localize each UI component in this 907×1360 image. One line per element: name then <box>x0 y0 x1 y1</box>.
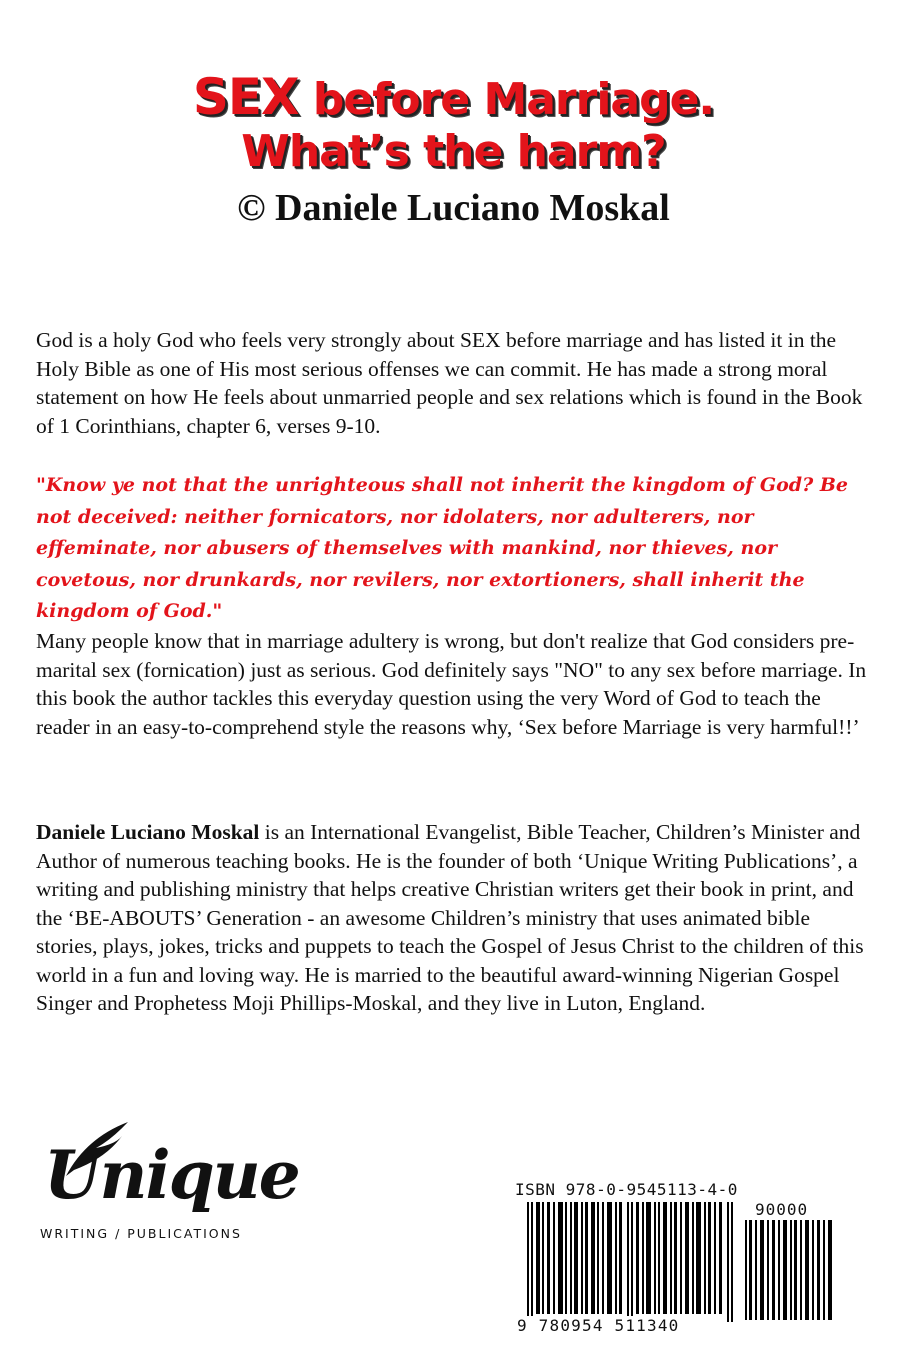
book-title-line1 <box>0 68 907 126</box>
publisher-logo <box>36 1118 346 1248</box>
bio-text: is an International Evangelist, Bible Teacher, Children’s Minister and Author of numerous teaching books. He is the founder of both ‘Unique Writing Publications’, a writing and publishing ministry that helps creative Christian writers get their book in print, and the ‘BE-ABOUTS’ Generation - an awesome Children’s ministry that uses animated bible stories, plays, jokes, tricks and puppets to teach the Gospel of Jesus Christ to the children of this world in a fun and loving way. He is married to the beautiful award-winning Nigerian Gospel Singer and Prophetess Moji Phillips-Moskal, and they live in Luton, England. <box>36 820 864 1015</box>
ean-digits: 9 780954 511340 <box>517 1316 680 1335</box>
title-sex: SEX <box>192 68 299 126</box>
logo-wordmark: Unique <box>44 1136 299 1214</box>
isbn-number: ISBN 978-0-9545113-4-0 <box>515 1180 738 1199</box>
summary-paragraph: Many people know that in marriage adultery is wrong, but don't realize that God considers pre-marital sex (fornication) just as serious. God definitely says "NO" to any sex before marriage. In this book the author tackles this everyday question using the very Word of God to teach the reader in an easy-to-comprehend style the reasons why, ‘Sex before Marriage is very harmful!!’ <box>36 629 867 739</box>
isbn-barcode <box>515 1180 845 1340</box>
bio-name: Daniele Luciano Moskal <box>36 820 260 844</box>
addon-barcode-bars <box>745 1220 835 1320</box>
intro-paragraph: God is a holy God who feels very strongly about SEX before marriage and has listed it in the Holy Bible as one of His most serious offenses we can commit. He has made a strong moral statement on how He feels about unmarried people and sex relations which is found in the Book of 1 Corinthians, chapter 6, verses 9-10. <box>36 328 863 438</box>
scripture-quote: "Know ye not that the unrighteous shall not inherit the kingdom of God? Be not deceived: neither fornicators, nor idolaters, nor adulterers, nor effeminate, nor abusers of themselves with mankind, nor thieves, nor covetous, nor drunkards, nor revilers, nor extortioners, shall inherit the kingdom of God." <box>36 474 848 622</box>
logo-subtitle: WRITING / PUBLICATIONS <box>40 1226 242 1241</box>
author-bio <box>36 818 876 1018</box>
barcode-bars <box>527 1202 742 1322</box>
author-credit: © Daniele Luciano Moskal <box>237 187 670 229</box>
price-code: 90000 <box>755 1200 809 1219</box>
book-title-line2: What’s the harm? <box>241 126 666 177</box>
title-rest: before Marriage. <box>312 74 715 125</box>
